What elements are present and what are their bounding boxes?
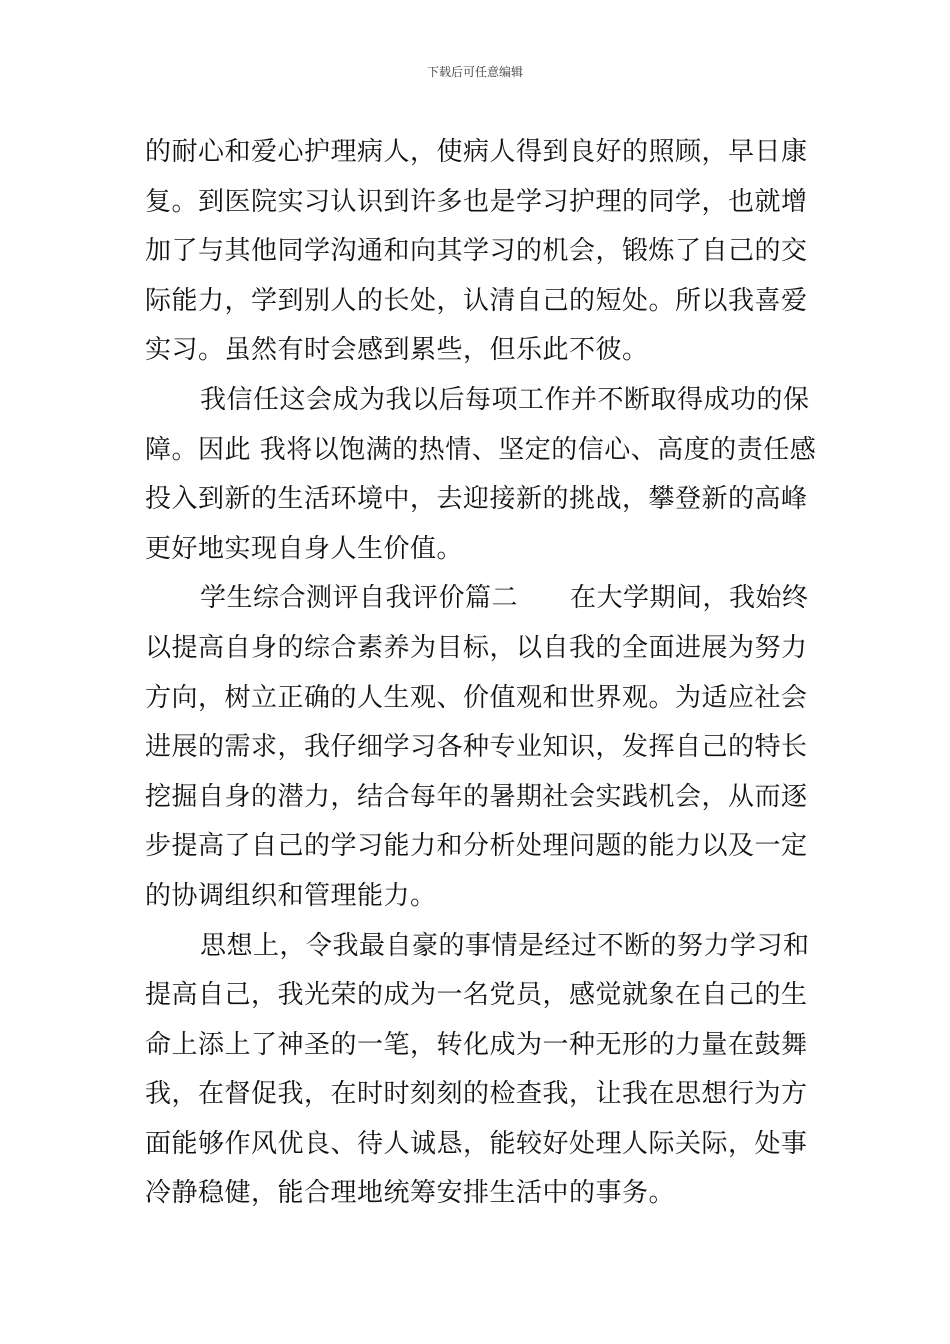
text-line: 命上添上了神圣的一笔，转化成为一种无形的力量在鼓舞 — [145, 1029, 808, 1060]
text-line: 以提高自身的综合素养为目标，以自我的全面进展为努力 — [145, 632, 808, 663]
text-line: 冷静稳健，能合理地统筹安排生活中的事务。 — [145, 1178, 676, 1209]
text-line: 复。到医院实习认识到许多也是学习护理的同学，也就增 — [145, 186, 808, 217]
paragraph-2 — [145, 376, 817, 574]
text-line: 障。因此 我将以饱满的热情、坚定的信心、高度的责任感 — [145, 434, 817, 465]
section-heading: 学生综合测评自我评价篇二 — [200, 583, 519, 614]
text-line: 面能够作风优良、待人诚恳，能较好处理人际关际，处事 — [145, 1128, 808, 1159]
text-line: 进展的需求，我仔细学习各种专业知识，发挥自己的特长 — [145, 732, 808, 763]
text-line: 的协调组织和管理能力。 — [145, 880, 437, 911]
page-header: 下载后可任意编辑 — [426, 65, 523, 79]
text-line-first — [145, 376, 810, 426]
text-line: 的耐心和爱心护理病人，使病人得到良好的照顾，早日康 — [145, 137, 808, 167]
paragraph-4 — [145, 922, 810, 1220]
text-line: 挖掘自身的潜力，结合每年的暑期社会实践机会，从而逐 — [145, 781, 808, 812]
text-segment: 思想上，令我最自豪的事情是经过不断的努力学习和 — [200, 930, 810, 961]
paragraph-1 — [145, 128, 807, 376]
text-line: 加了与其他同学沟通和向其学习的机会，锻炼了自己的交 — [145, 236, 808, 267]
text-line: 方向，树立正确的人生观、价值观和世界观。为适应社会 — [145, 682, 808, 713]
document-body — [145, 128, 817, 1219]
text-line: 实习。虽然有时会感到累些，但乐此不彼。 — [145, 335, 649, 366]
text-line: 步提高了自己的学习能力和分析处理问题的能力以及一定 — [145, 831, 808, 862]
text-line: 投入到新的生活环境中，去迎接新的挑战，攀登新的高峰 — [145, 484, 808, 515]
text-line: 际能力，学到别人的长处，认清自己的短处。所以我喜爱 — [145, 285, 808, 316]
text-line: 我，在督促我，在时时刻刻的检查我，让我在思想行为方 — [145, 1079, 808, 1110]
text-segment: 我信任这会成为我以后每项工作并不断取得成功的保 — [200, 384, 810, 415]
text-line-first — [145, 922, 810, 972]
text-segment: 在大学期间，我始终 — [570, 583, 809, 614]
text-line-first — [145, 574, 807, 624]
text-line: 提高自己，我光荣的成为一名党员，感觉就象在自己的生 — [145, 980, 808, 1011]
paragraph-3 — [145, 574, 807, 921]
text-line: 更好地实现自身人生价值。 — [145, 533, 464, 564]
